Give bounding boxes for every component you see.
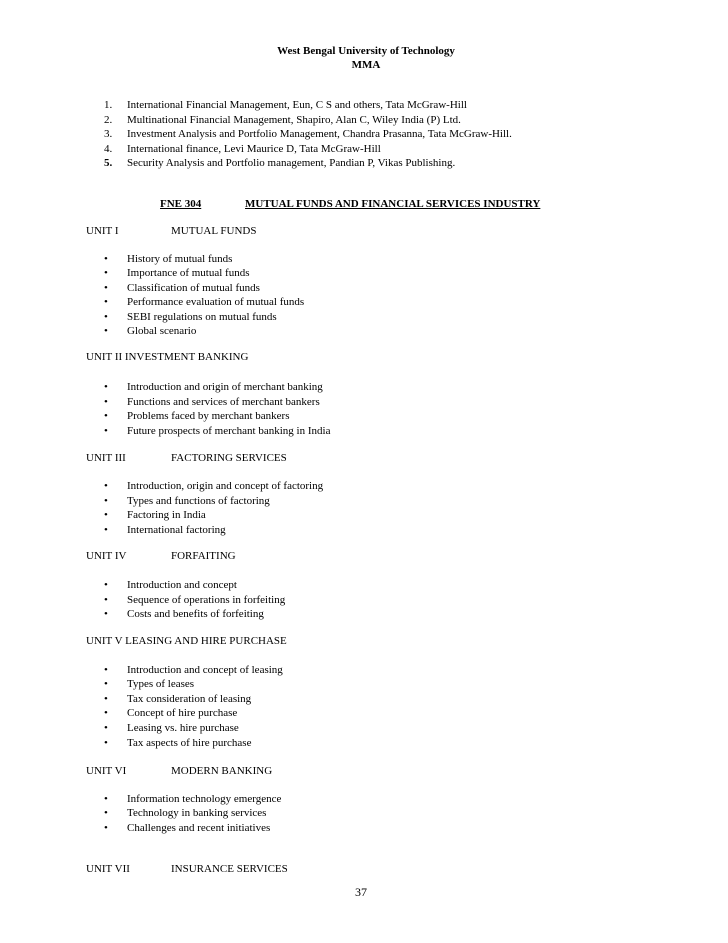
bullet-icon: • [104, 509, 108, 521]
list-item: • Functions and services of merchant bankers [104, 396, 320, 408]
list-item: • Concept of hire purchase [104, 707, 238, 719]
list-item: • International factoring [104, 524, 226, 536]
bullet-icon: • [104, 678, 108, 690]
list-item: • SEBI regulations on mutual funds [104, 311, 277, 323]
list-item: • Global scenario [104, 325, 197, 337]
list-item: • Introduction, origin and concept of factoring [104, 480, 324, 492]
bullet-icon: • [104, 807, 108, 819]
bullet-icon: • [104, 267, 108, 279]
unit-heading: UNIT VI [86, 765, 127, 777]
bullet-icon: • [104, 253, 108, 265]
list-item: • Future prospects of merchant banking in India [104, 425, 331, 437]
unit-heading: UNIT VII [86, 863, 130, 875]
unit-heading: UNIT IV [86, 550, 127, 562]
unit-title: FACTORING SERVICES [171, 452, 287, 464]
course-title: MUTUAL FUNDS AND FINANCIAL SERVICES INDUSTRY [245, 198, 541, 210]
list-item: • Sequence of operations in forfeiting [104, 594, 286, 606]
bullet-icon: • [104, 524, 108, 536]
list-item: • Problems faced by merchant bankers [104, 410, 290, 422]
bullet-icon: • [104, 282, 108, 294]
bullet-icon: • [104, 425, 108, 437]
unit-title: FORFAITING [171, 550, 236, 562]
reference-item: 2. Multinational Financial Management, Shapiro, Alan C, Wiley India (P) Ltd. [104, 114, 461, 126]
bullet-icon: • [104, 296, 108, 308]
list-item: • Technology in banking services [104, 807, 267, 819]
list-item: • Challenges and recent initiatives [104, 822, 271, 834]
list-item: • Types of leases [104, 678, 195, 690]
list-item: • Types and functions of factoring [104, 495, 270, 507]
list-item: • Factoring in India [104, 509, 206, 521]
bullet-icon: • [104, 707, 108, 719]
bullet-icon: • [104, 311, 108, 323]
bullet-icon: • [104, 822, 108, 834]
list-item: • Classification of mutual funds [104, 282, 260, 294]
reference-item: 4. International finance, Levi Maurice D, Tata McGraw-Hill [104, 143, 381, 155]
list-item: • Introduction and concept [104, 579, 237, 591]
bullet-icon: • [104, 396, 108, 408]
list-item: • Tax aspects of hire purchase [104, 737, 252, 749]
bullet-icon: • [104, 793, 108, 805]
unit-heading: UNIT III [86, 452, 126, 464]
bullet-icon: • [104, 664, 108, 676]
unit-heading: UNIT V LEASING AND HIRE PURCHASE [86, 635, 287, 647]
bullet-icon: • [104, 722, 108, 734]
unit-heading: UNIT I [86, 225, 119, 237]
bullet-icon: • [104, 693, 108, 705]
bullet-icon: • [104, 594, 108, 606]
list-item: • Importance of mutual funds [104, 267, 250, 279]
list-item: • History of mutual funds [104, 253, 233, 265]
course-code: FNE 304 [160, 198, 202, 210]
bullet-icon: • [104, 608, 108, 620]
list-item: • Information technology emergence [104, 793, 282, 805]
reference-item: 5. Security Analysis and Portfolio management, Pandian P, Vikas Publishing. [104, 157, 456, 169]
list-item: • Introduction and concept of leasing [104, 664, 283, 676]
bullet-icon: • [104, 381, 108, 393]
page-number: 37 [355, 885, 367, 899]
list-item: • Tax consideration of leasing [104, 693, 252, 705]
bullet-icon: • [104, 579, 108, 591]
reference-item: 3. Investment Analysis and Portfolio Management, Chandra Prasanna, Tata McGraw-Hill. [104, 128, 512, 140]
unit-title: INSURANCE SERVICES [171, 863, 288, 875]
unit-title: MUTUAL FUNDS [171, 225, 257, 237]
university-header: West Bengal University of Technology [277, 45, 455, 57]
program-header: MMA [351, 59, 381, 71]
bullet-icon: • [104, 495, 108, 507]
unit-heading: UNIT II INVESTMENT BANKING [86, 351, 249, 363]
list-item: • Performance evaluation of mutual funds [104, 296, 305, 308]
list-item: • Leasing vs. hire purchase [104, 722, 239, 734]
bullet-icon: • [104, 325, 108, 337]
list-item: • Costs and benefits of forfeiting [104, 608, 264, 620]
bullet-icon: • [104, 737, 108, 749]
unit-title: MODERN BANKING [171, 765, 273, 777]
reference-item: 1. International Financial Management, Eun, C S and others, Tata McGraw-Hill [104, 99, 467, 111]
bullet-icon: • [104, 480, 108, 492]
bullet-icon: • [104, 410, 108, 422]
list-item: • Introduction and origin of merchant banking [104, 381, 323, 393]
